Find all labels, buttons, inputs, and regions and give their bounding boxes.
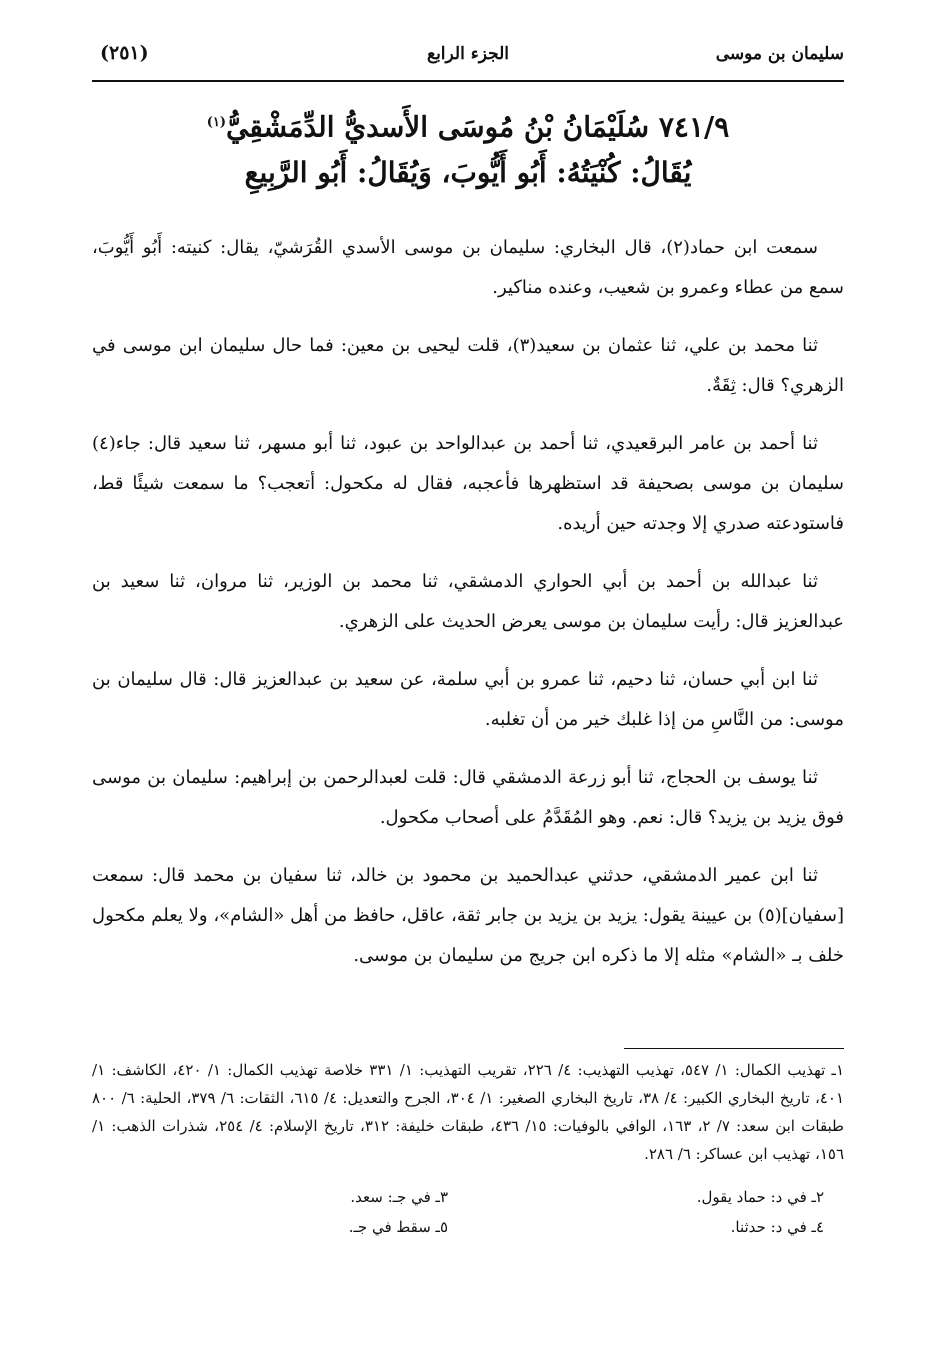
paragraph: ثنا أحمد بن عامر البرقعيدي، ثنا أحمد بن عبدالواحد بن عبود، ثنا أبو مسهر، ثنا سعيد قال: جاء(٤) سليمان بن موسى بصحيفة قد استظهرها فأعجبه، فقال له مكحول: أتعجب؟ ما سمعت شيئًا قط، فاستودعته صدري إلا وجدته حين أريده. bbox=[92, 433, 844, 534]
paragraph: ثنا ابن أبي حسان، ثنا دحيم، ثنا عمرو بن أبي سلمة، عن سعيد بن عبدالعزيز قال: قال سليمان بن موسى: من النَّاسِ من إذا غلبك خير من أن تغلبه. bbox=[92, 669, 844, 730]
entry-title bbox=[92, 100, 844, 196]
body-text bbox=[92, 228, 844, 994]
footnote-grid bbox=[92, 1182, 844, 1242]
paragraph: سمعت ابن حماد(٢)، قال البخاري: سليمان بن موسى الأسدي القُرَشيّ، يقال: كنيته: أَبُو أَيُّوبَ، سمع من عطاء وعمرو بن شعيب، وعنده مناكير. bbox=[92, 237, 844, 298]
title-footnote-ref: (١) bbox=[206, 115, 226, 130]
footnote-4: ٤ـ في د: حدثنا. bbox=[730, 1218, 824, 1236]
page-number: (٢٥١) bbox=[100, 42, 149, 64]
paragraph: ثنا ابن عمير الدمشقي، حدثني عبدالحميد بن محمود بن خالد، ثنا سفيان بن محمد قال: سمعت [سفيان](٥) بن عيينة يقول: يزيد بن يزيد بن جابر ثقة، عاقل، حافظ من أهل «الشام»، ولا يعلم مكحول خلف بـ «الشام» مثله إلا ما ذكره ابن جريج من سليمان بن موسى. bbox=[92, 865, 844, 966]
paragraph: ثنا محمد بن علي، ثنا عثمان بن سعيد(٣)، قلت ليحيى بن معين: فما حال سليمان ابن موسى في الزهري؟ قال: ثِقَةٌ. bbox=[92, 335, 844, 396]
footnote-1: ١ـ تهذيب الكمال: ١/ ٥٤٧، تهذيب التهذيب: ٤/ ٢٢٦، تقريب التهذيب: ١/ ٣٣١ خلاصة تهذيب الكمال: ١/ ٤٢٠، الكاشف: ١/ ٤٠١، تاريخ البخاري الكبير: ٤/ ٣٨، تاريخ البخاري الصغير: ١/ ٣٠٤، الجرح والتعديل: ٤/ ٦١٥، الثقات: ٦/ ٣٧٩، الحلية: ٦/ ٨٠٠ طبقات ابن سعد: ٧/ ٢، ١٦٣، الوافي بالوفيات: ١٥/ ٤٣٦، طبقات خليفة: ٣١٢، تاريخ الإسلام: ٤/ ٢٥٤، شذرات الذهب: ١/ ١٥٦، تهذيب ابن عساكر: ٦/ ٢٨٦. bbox=[92, 1061, 845, 1163]
paragraph: ثنا عبدالله بن أحمد بن أبي الحواري الدمشقي، ثنا محمد بن الوزير، ثنا مروان، ثنا سعيد بن عبدالعزيز قال: رأيت سليمان بن موسى يعرض الحديث على الزهري. bbox=[92, 571, 844, 632]
title-line-1 bbox=[92, 100, 844, 150]
header-rule bbox=[92, 80, 844, 82]
footnote-2: ٢ـ في د: حماد يقول. bbox=[696, 1188, 824, 1206]
running-title: سليمان بن موسى bbox=[715, 44, 844, 64]
footnote-3: ٣ـ في جـ: سعد. bbox=[350, 1188, 448, 1206]
paragraph: ثنا يوسف بن الحجاج، ثنا أبو زرعة الدمشقي قال: قلت لعبدالرحمن بن إبراهيم: سليمان بن موسى فوق يزيد بن يزيد؟ قال: نعم. وهو المُقَدَّمُ على أصحاب مكحول. bbox=[92, 767, 844, 828]
book-page bbox=[92, 28, 844, 1348]
page-header bbox=[92, 38, 844, 74]
footnote-5: ٥ـ سقط في جـ. bbox=[348, 1218, 448, 1236]
footnote-rule bbox=[624, 1048, 844, 1049]
title-line-1-text: ٧٤١/٩ سُلَيْمَانُ بْنُ مُوسَى الأَسديُّ الدِّمَشْقِيُّ bbox=[226, 110, 730, 144]
part-label: الجزء الرابع bbox=[427, 44, 509, 64]
footnotes bbox=[92, 1056, 844, 1242]
title-line-2: يُقَالُ: كُنْيَتُهُ: أَبُو أَيُّوبَ، وَيُقَالُ: أَبُو الرَّبِيعِ bbox=[244, 156, 692, 190]
